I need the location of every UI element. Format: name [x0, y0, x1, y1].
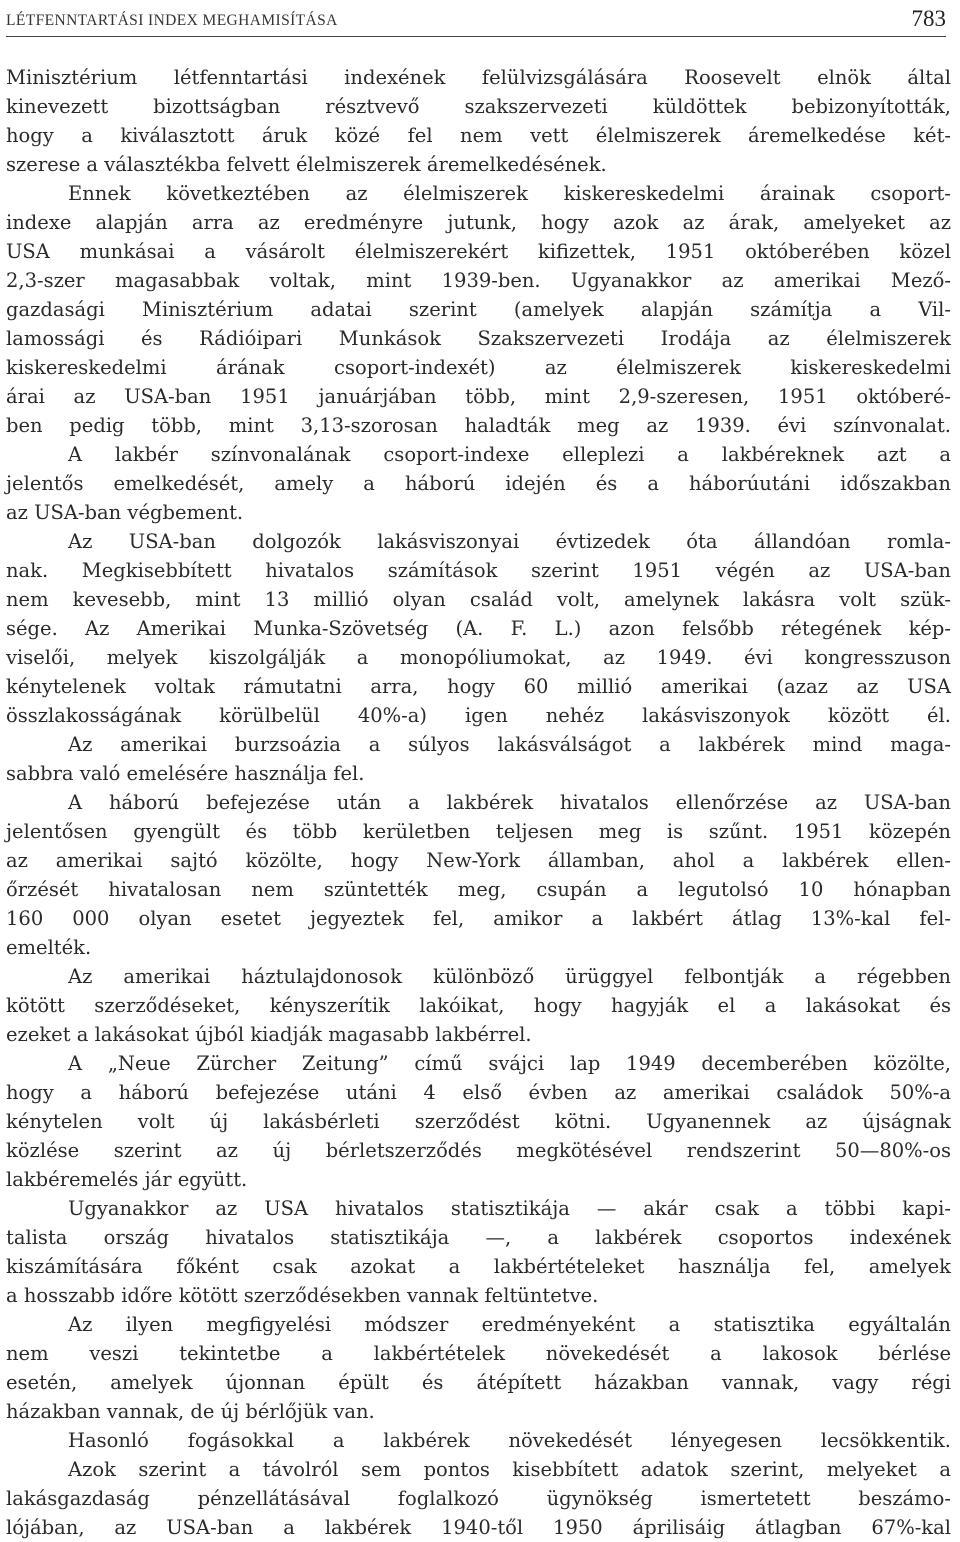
text-line: ezeket a lakásokat újból kiadják magasabb lakbérrel. [6, 1023, 532, 1046]
text-line: Ennek következtében az élelmiszerek kiskereskedelmi árainak csoport- [68, 182, 951, 205]
text-line: emelték. [6, 936, 92, 959]
text-line: őrzését hivatalosan nem szüntették meg, csupán a legutolsó 10 hónapban [6, 878, 951, 901]
text-line: Az USA-ban dolgozók lakásviszonyai évtizedek óta állandóan romla- [68, 530, 951, 553]
text-line: lakbéremelés jár együtt. [6, 1168, 248, 1191]
text-line: 2,3-szer magasabbak voltak, mint 1939-ben. Ugyanakkor az amerikai Mező- [6, 269, 951, 292]
text-line: szerese a választékba felvett élelmiszerek áremelkedésének. [6, 153, 607, 176]
running-title: LÉTFENNTARTÁSI INDEX MEGHAMISÍTÁSA [6, 12, 338, 29]
text-line: összlakosságának körülbelül 40%-a) igen nehéz lakásviszonyok között él. [6, 704, 951, 727]
text-line: A háború befejezése után a lakbérek hivatalos ellenőrzése az USA-ban [68, 791, 951, 814]
text-line: USA munkásai a vásárolt élelmiszerekért kifizettek, 1951 októberében közel [6, 240, 951, 263]
text-line: kénytelenek voltak rámutatni arra, hogy 60 millió amerikai (azaz az USA [6, 675, 951, 698]
text-line: talista ország hivatalos statisztikája —, a lakbérek csoportos indexének [6, 1226, 951, 1249]
text-line: A „Neue Zürcher Zeitung” című svájci lap 1949 decemberében közölte, [68, 1052, 951, 1075]
text-line: ben pedig több, mint 3,13-szorosan haladták meg az 1939. évi színvonalat. [6, 414, 951, 437]
text-line: árai az USA-ban 1951 januárjában több, mint 2,9-szeresen, 1951 októberé- [6, 385, 951, 408]
text-line: kénytelen volt új lakásbérleti szerződést kötni. Ugyanennek az újságnak [6, 1110, 951, 1133]
text-line: nem veszi tekintetbe a lakbértételek növekedését a lakosok bérlése [6, 1342, 951, 1365]
text-line: viselői, melyek kiszolgálják a monopóliumokat, az 1949. évi kongresszuson [6, 646, 951, 669]
text-line: esetén, amelyek újonnan épült és átépített házakban vannak, vagy régi [6, 1371, 951, 1394]
text-line: jelentős emelkedését, amely a háború idején és a háborúutáni időszakban [6, 472, 951, 495]
page-number: 783 [911, 6, 946, 31]
text-line: kiszámítására főként csak azokat a lakbértételeket használja fel, amelyek [6, 1255, 951, 1278]
text-line: lakásgazdaság pénzellátásával foglalkozó ügynökség ismertetett beszámo- [6, 1487, 951, 1510]
page-header [6, 4, 946, 37]
text-line: indexe alapján arra az eredményre jutunk, hogy azok az árak, amelyeket az [6, 211, 951, 234]
text-line: kötött szerződéseket, kényszerítik lakóikat, hogy hagyják el a lakásokat és [6, 994, 951, 1017]
text-line: jelentősen gyengült és több kerületben teljesen meg is szűnt. 1951 közepén [6, 820, 951, 843]
text-line: lamossági és Rádióipari Munkások Szakszervezeti Irodája az élelmiszerek [6, 327, 951, 350]
text-line: kinevezett bizottságban résztvevő szakszervezeti küldöttek bebizonyították, [6, 95, 951, 118]
text-line: lójában, az USA-ban a lakbérek 1940-től 1950 áprilisáig átlagban 67%-kal [6, 1516, 951, 1539]
text-line: közlése szerint az új bérletszerződés megkötésével rendszerint 50—80%-os [6, 1139, 951, 1162]
text-line: Minisztérium létfenntartási indexének felülvizsgálására Roosevelt elnök által [6, 66, 951, 89]
text-line: a hosszabb időre kötött szerződésekben vannak feltüntetve. [6, 1284, 599, 1307]
text-line: az amerikai sajtó közölte, hogy New-York államban, ahol a lakbérek ellen- [6, 849, 951, 872]
text-line: Az ilyen megfigyelési módszer eredményeként a statisztika egyáltalán [68, 1313, 951, 1336]
text-line: nem kevesebb, mint 13 millió olyan család volt, amelynek lakásra volt szük- [6, 588, 951, 611]
text-line: Az amerikai burzsoázia a súlyos lakásválságot a lakbérek mind maga- [68, 733, 951, 756]
text-line: Az amerikai háztulajdonosok különböző ürüggyel felbontják a régebben [68, 965, 951, 988]
text-line: Ugyanakkor az USA hivatalos statisztikája — akár csak a többi kapi- [68, 1197, 951, 1220]
text-line: sabbra való emelésére használja fel. [6, 762, 365, 785]
text-line: hogy a háború befejezése utáni 4 első évben az amerikai családok 50%-a [6, 1081, 951, 1104]
text-line: 160 000 olyan esetet jegyeztek fel, amikor a lakbért átlag 13%-kal fel- [6, 907, 951, 930]
text-line: házakban vannak, de új bérlőjük van. [6, 1400, 375, 1423]
text-line: hogy a kiválasztott áruk közé fel nem vett élelmiszerek áremelkedése két- [6, 124, 951, 147]
text-line: az USA-ban végbement. [6, 501, 244, 524]
text-line: sége. Az Amerikai Munka-Szövetség (A. F. L.) azon felsőbb rétegének kép- [6, 617, 951, 640]
text-line: A lakbér színvonalának csoport-indexe elleplezi a lakbéreknek azt a [68, 443, 951, 466]
text-line: Azok szerint a távolról sem pontos kisebbített adatok szerint, melyeket a [68, 1458, 951, 1481]
text-line: Hasonló fogásokkal a lakbérek növekedését lényegesen lecsökkentik. [68, 1429, 951, 1452]
text-line: gazdasági Minisztérium adatai szerint (amelyek alapján számítja a Vil- [6, 298, 951, 321]
text-line: nak. Megkisebbített hivatalos számítások szerint 1951 végén az USA-ban [6, 559, 951, 582]
text-line: kiskereskedelmi árának csoport-indexét) az élelmiszerek kiskereskedelmi [6, 356, 951, 379]
